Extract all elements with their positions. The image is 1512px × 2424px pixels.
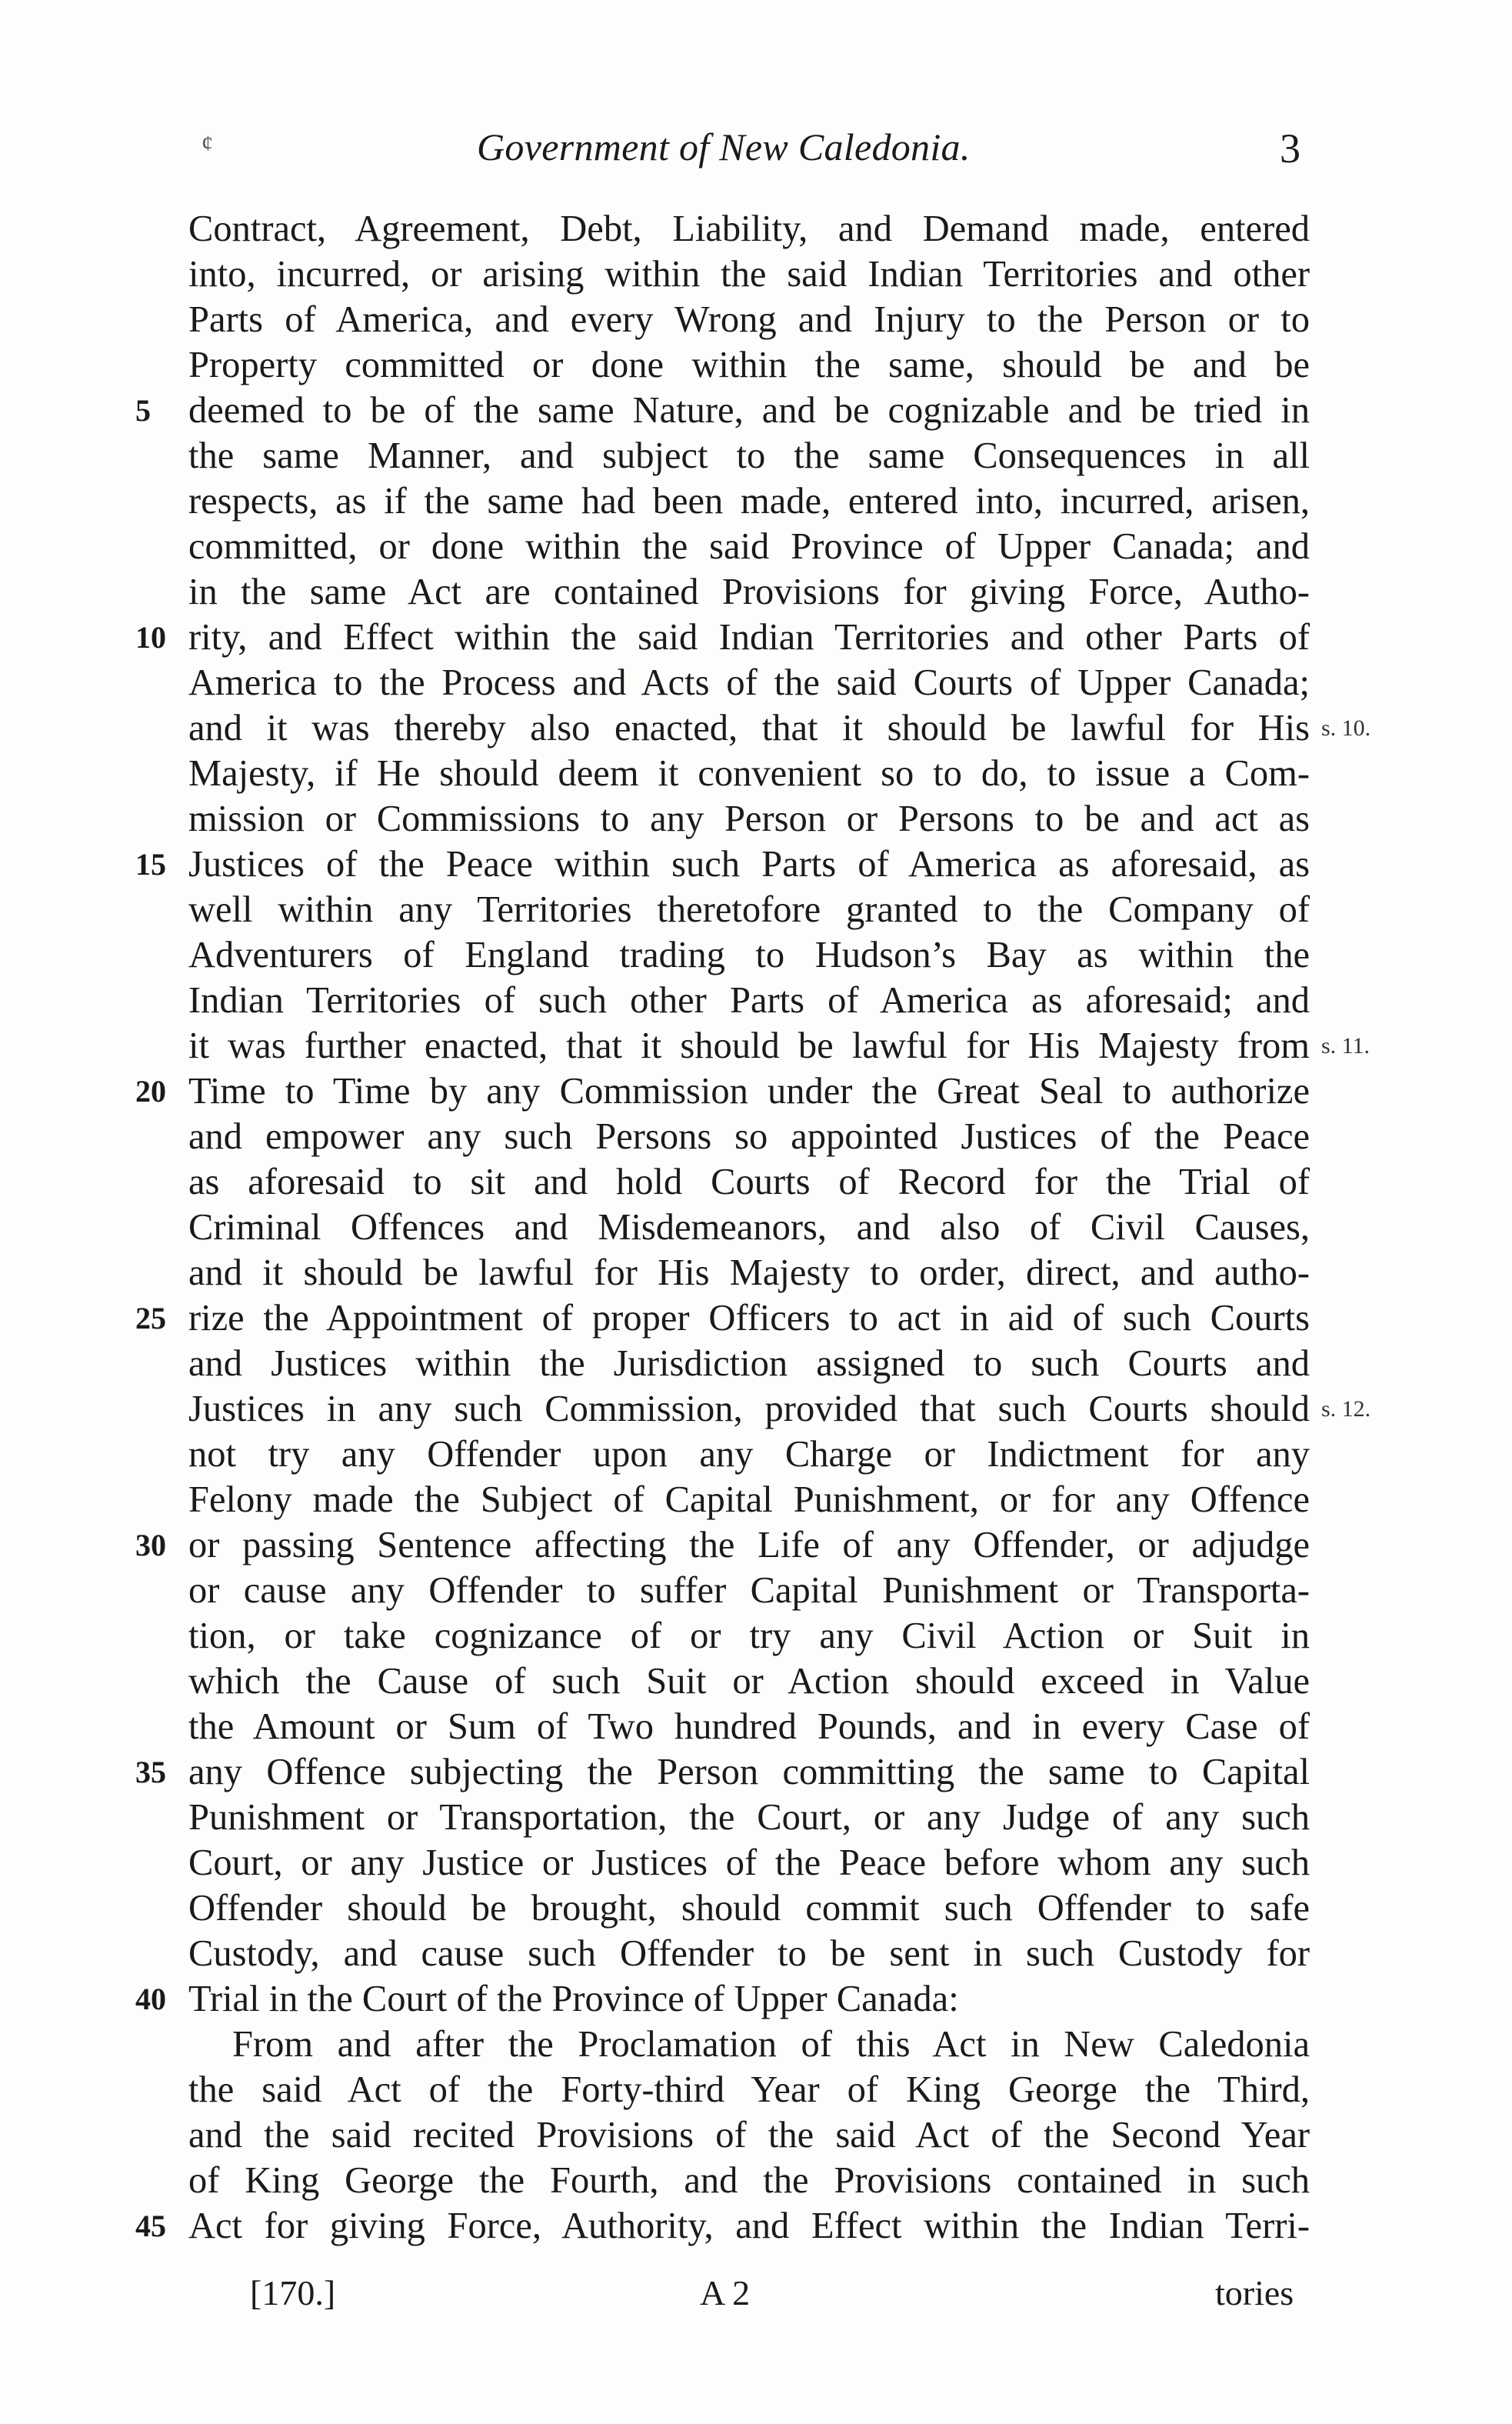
text-line: which the Cause of such Suit or Action should exceed in Value [188, 1661, 1310, 1702]
line-number: 5 [135, 393, 151, 428]
text-line: committed, or done within the said Province of Upper Canada; and [188, 526, 1310, 567]
page-number: 3 [1280, 125, 1301, 172]
margin-note-section: s. 11. [1321, 1033, 1370, 1059]
margin-note-section: s. 10. [1321, 715, 1371, 741]
margin-note-section: s. 12. [1321, 1396, 1371, 1422]
text-line: Contract, Agreement, Debt, Liability, and Demand made, entered [188, 208, 1310, 249]
line-number: 15 [135, 847, 166, 882]
running-head: Government of New Caledonia. [477, 125, 971, 168]
text-line: and the said recited Provisions of the said Act of the Second Year [188, 2115, 1310, 2156]
text-line: Justices of the Peace within such Parts of America as aforesaid, as [188, 844, 1310, 885]
text-line: Trial in the Court of the Province of Upper Canada: [188, 1979, 959, 2019]
text-line: and it should be lawful for His Majesty to order, direct, and autho- [188, 1252, 1310, 1293]
text-line: Parts of America, and every Wrong and Injury to the Person or to [188, 299, 1310, 340]
text-line: any Offence subjecting the Person committing the same to Capital [188, 1752, 1310, 1792]
text-line: rize the Appointment of proper Officers to act in aid of such Courts [188, 1298, 1310, 1339]
text-line: respects, as if the same had been made, entered into, incurred, arisen, [188, 481, 1310, 522]
footer-catchword: tories [1215, 2273, 1294, 2312]
text-line: deemed to be of the same Nature, and be cognizable and be tried in [188, 390, 1310, 431]
line-number: 45 [135, 2209, 166, 2243]
text-line: not try any Offender upon any Charge or Indictment for any [188, 1434, 1310, 1475]
line-number: 25 [135, 1301, 166, 1335]
text-line: or cause any Offender to suffer Capital Punishment or Transporta- [188, 1570, 1310, 1611]
text-line: and it was thereby also enacted, that it should be lawful for His [188, 708, 1310, 749]
line-number: 40 [135, 1982, 166, 2016]
text-line: tion, or take cognizance of or try any Civil Action or Suit in [188, 1615, 1310, 1656]
text-line: Majesty, if He should deem it convenient so to do, to issue a Com- [188, 753, 1310, 794]
text-line: in the same Act are contained Provisions for giving Force, Autho- [188, 572, 1310, 612]
text-line: Justices in any such Commission, provided that such Courts should [188, 1389, 1310, 1429]
text-line: and Justices within the Jurisdiction assigned to such Courts and [188, 1343, 1310, 1384]
text-line: Court, or any Justice or Justices of the Peace before whom any such [188, 1842, 1310, 1883]
text-line: Time to Time by any Commission under the Great Seal to authorize [188, 1071, 1310, 1112]
text-line: mission or Commissions to any Person or Persons to be and act as [188, 799, 1310, 839]
text-line: Adventurers of England trading to Hudson’s Bay as within the [188, 935, 1310, 975]
text-line: it was further enacted, that it should be lawful for His Majesty from [188, 1025, 1310, 1066]
text-line: well within any Territories theretofore granted to the Company of [188, 889, 1310, 930]
text-line: into, incurred, or arising within the said Indian Territories and other [188, 254, 1310, 295]
line-number: 20 [135, 1074, 166, 1109]
text-line: Property committed or done within the same, should be and be [188, 345, 1310, 385]
line-number: 35 [135, 1755, 166, 1789]
text-line: the Amount or Sum of Two hundred Pounds, and in every Case of [188, 1706, 1310, 1747]
text-line: or passing Sentence affecting the Life of any Offender, or adjudge [188, 1525, 1310, 1565]
text-line: rity, and Effect within the said Indian Territories and other Parts of [188, 617, 1310, 658]
text-line: of King George the Fourth, and the Provisions contained in such [188, 2160, 1310, 2201]
text-line: Offender should be brought, should commit such Offender to safe [188, 1888, 1310, 1929]
text-line: Indian Territories of such other Parts of America as aforesaid; and [188, 980, 1310, 1021]
footer-signature: [170.] [250, 2273, 336, 2312]
text-line: Punishment or Transportation, the Court, or any Judge of any such [188, 1797, 1310, 1838]
text-line: and empower any such Persons so appointed Justices of the Peace [188, 1116, 1310, 1157]
line-number: 30 [135, 1528, 166, 1562]
text-line: America to the Process and Acts of the said Courts of Upper Canada; [188, 662, 1310, 703]
header-mark: ¢ [201, 131, 213, 156]
text-line: as aforesaid to sit and hold Courts of Record for the Trial of [188, 1162, 1310, 1202]
line-number: 10 [135, 620, 166, 655]
text-line: From and after the Proclamation of this Act in New Caledonia [232, 2024, 1310, 2065]
footer-leaf-mark: A 2 [700, 2273, 751, 2312]
text-line: Custody, and cause such Offender to be sent in such Custody for [188, 1933, 1310, 1974]
text-line: the said Act of the Forty-third Year of King George the Third, [188, 2069, 1310, 2110]
text-line: Felony made the Subject of Capital Punishment, or for any Offence [188, 1479, 1310, 1520]
text-line: Criminal Offences and Misdemeanors, and also of Civil Causes, [188, 1207, 1310, 1248]
text-line: Act for giving Force, Authority, and Effect within the Indian Terri- [188, 2206, 1310, 2246]
text-line: the same Manner, and subject to the same Consequences in all [188, 435, 1310, 476]
